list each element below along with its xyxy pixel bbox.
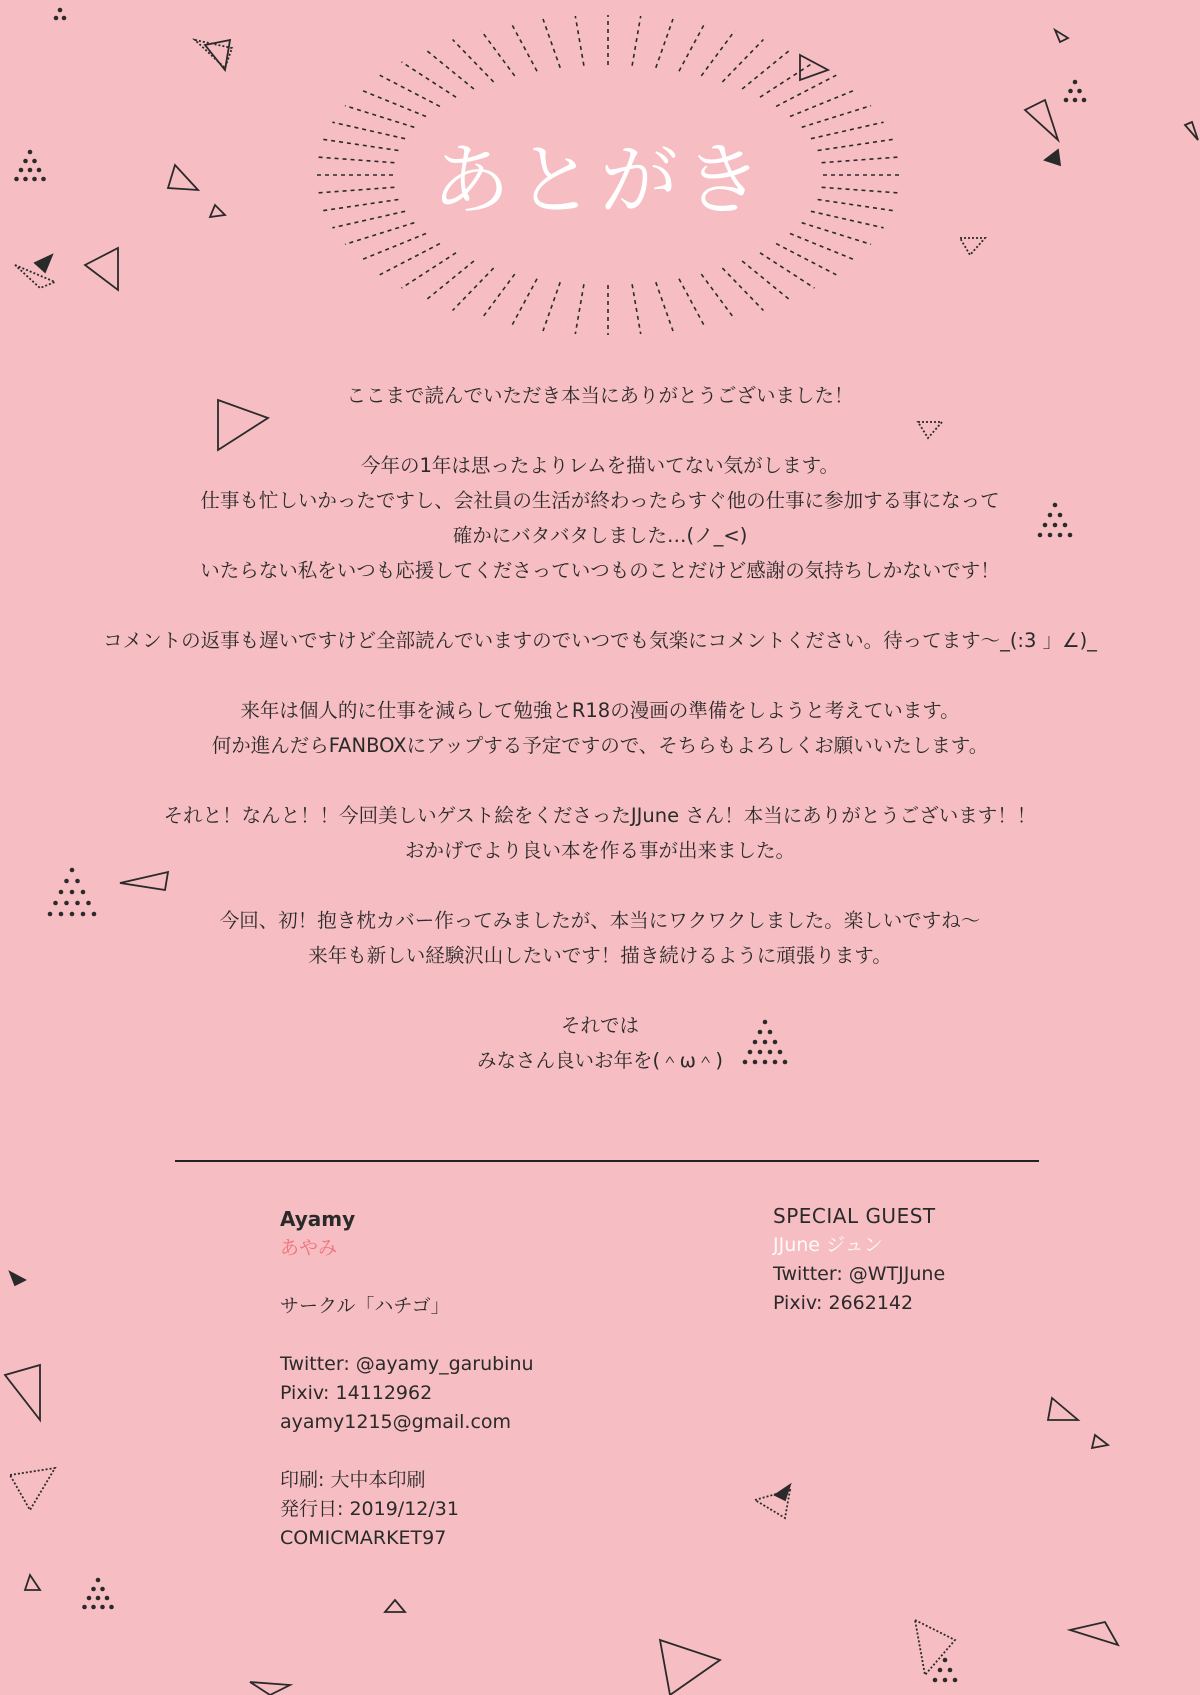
hatched-triangle-icon <box>15 265 55 288</box>
burst-ray <box>453 40 494 82</box>
triangle-icon <box>250 1682 290 1695</box>
dot <box>1073 98 1078 103</box>
burst-ray <box>632 284 641 334</box>
triangle-icon <box>25 1575 40 1590</box>
hatched-triangle-icon <box>10 1468 55 1510</box>
dot <box>87 1596 92 1601</box>
dot <box>86 901 91 906</box>
message-line: 今回、初！抱き枕カバー作ってみましたが、本当にワクワクしました。楽しいですね～ <box>219 909 981 932</box>
dot <box>953 1678 958 1683</box>
message-line: 来年も新しい経験沢山したいです！描き続けるように頑張ります。 <box>308 944 892 967</box>
message-paragraph <box>100 693 1100 763</box>
message-line: それでは <box>560 1014 639 1037</box>
message-paragraph <box>100 798 1100 868</box>
dot <box>58 8 63 13</box>
message-paragraph <box>100 903 1100 973</box>
burst-ray <box>722 268 763 310</box>
dot <box>943 1658 948 1663</box>
message-line: みなさん良いお年を(＾ω＾) <box>476 1049 724 1072</box>
burst-ray <box>679 279 704 326</box>
dot <box>109 1605 114 1610</box>
dot <box>81 890 86 895</box>
triangle-icon <box>1070 1622 1118 1645</box>
burst-ray <box>453 268 494 310</box>
dot <box>75 901 80 906</box>
message-line: それと！なんと！！今回美しいゲスト絵をくださったJJune さん！本当にありがとうございます！！ <box>163 804 1037 827</box>
dot <box>64 879 69 884</box>
burst-ray <box>543 19 560 68</box>
message-line: おかげでより良い本を作る事が出来ました。 <box>404 839 795 862</box>
burst-ray <box>575 284 584 334</box>
dot <box>48 912 53 917</box>
dot <box>105 1596 110 1601</box>
dot <box>62 16 67 21</box>
message-line: コメントの返事も遅いですけど全部読んでいますのでいつでも気楽にコメントください。待ってます～_(:3 」∠)_ <box>103 629 1097 652</box>
author-name: Ayamy <box>280 1207 356 1231</box>
burst-ray <box>656 19 673 68</box>
dot <box>92 912 97 917</box>
burst-ray <box>512 279 537 326</box>
message-paragraph <box>100 1008 1100 1078</box>
burst-ray <box>481 31 514 76</box>
burst-ray <box>481 274 514 319</box>
dot <box>81 912 86 917</box>
dot <box>1073 80 1078 85</box>
author-twitter: Twitter: @ayamy_garubinu <box>280 1353 534 1375</box>
author-credits <box>280 1205 534 1553</box>
dot <box>96 1596 101 1601</box>
guest-name: JJune ジュン <box>773 1234 883 1256</box>
guest-credits <box>773 1202 945 1318</box>
dot <box>54 16 59 21</box>
afterword-message <box>100 378 1100 1113</box>
dot <box>938 1668 943 1673</box>
burst-ray <box>543 282 560 331</box>
message-paragraph <box>100 378 1100 413</box>
dot <box>53 901 58 906</box>
guest-label: SPECIAL GUEST <box>773 1204 936 1228</box>
dot <box>75 879 80 884</box>
dot <box>64 901 69 906</box>
triangle-icon <box>1092 1435 1108 1448</box>
dot <box>59 890 64 895</box>
triangle-icon <box>385 1600 405 1612</box>
dot <box>59 912 64 917</box>
burst-ray <box>512 24 537 71</box>
author-name-kana: あやみ <box>280 1237 338 1259</box>
dot <box>96 1578 101 1583</box>
message-line: 何か進んだらFANBOXにアップする予定ですので、そちらもよろしくお願いいたします。 <box>211 734 989 757</box>
filled-triangle-icon <box>35 255 52 272</box>
message-line: 今年の1年は思ったよりレムを描いてない気がします。 <box>360 454 840 477</box>
page-title: あとがき <box>431 136 768 226</box>
triangle-icon <box>85 248 118 290</box>
message-line: 来年は個人的に仕事を減らして勉強とR18の漫画の準備をしようと考えています。 <box>240 699 960 722</box>
circle-name: サークル「ハチゴ」 <box>280 1295 450 1317</box>
dot <box>82 1605 87 1610</box>
dot <box>1077 89 1082 94</box>
message-line: 確かにバタバタしました…(ノ_<) <box>452 524 748 547</box>
burst-ray <box>575 16 584 66</box>
dot <box>91 1605 96 1610</box>
dot <box>1068 89 1073 94</box>
burst-ray <box>701 274 734 319</box>
guest-pixiv: Pixiv: 2662142 <box>773 1292 914 1314</box>
guest-twitter: Twitter: @WTJJune <box>773 1263 946 1285</box>
event-name: COMICMARKET97 <box>280 1527 447 1549</box>
dot <box>1082 98 1087 103</box>
dot <box>70 868 75 873</box>
dot <box>100 1605 105 1610</box>
dot <box>91 1587 96 1592</box>
section-divider <box>175 1160 1039 1162</box>
dot <box>943 1678 948 1683</box>
message-line: いたらない私をいつも応援してくださっていつものことだけど感謝の気持ちしかないです！ <box>200 559 1000 582</box>
publish-date: 発行日: 2019/12/31 <box>280 1498 459 1520</box>
triangle-icon <box>1055 30 1068 42</box>
triangle-icon <box>660 1640 720 1695</box>
burst-ray <box>656 282 673 331</box>
burst-ray <box>701 31 734 76</box>
dot <box>70 890 75 895</box>
message-line: ここまで読んでいただき本当にありがとうございました！ <box>346 384 854 407</box>
burst-ray <box>632 16 641 66</box>
dot <box>100 1587 105 1592</box>
printer-info: 印刷: 大中本印刷 <box>280 1469 426 1491</box>
burst-ray <box>679 24 704 71</box>
burst-ray <box>722 40 763 82</box>
message-paragraph <box>100 448 1100 588</box>
filled-triangle-icon <box>10 1272 25 1285</box>
triangle-icon <box>5 1365 40 1420</box>
hatched-triangle-icon <box>915 1620 955 1675</box>
dot <box>70 912 75 917</box>
message-line: 仕事も忙しいかったですし、会社員の生活が終わったらすぐ他の仕事に参加する事になって <box>200 489 1000 512</box>
message-paragraph <box>100 623 1100 658</box>
author-email: ayamy1215@gmail.com <box>280 1411 512 1433</box>
dot <box>933 1678 938 1683</box>
author-pixiv: Pixiv: 14112962 <box>280 1382 433 1404</box>
triangle-icon <box>800 55 828 80</box>
dot <box>1064 98 1069 103</box>
hatched-triangle-icon <box>960 238 985 255</box>
triangle-icon <box>1048 1398 1078 1420</box>
dot <box>948 1668 953 1673</box>
